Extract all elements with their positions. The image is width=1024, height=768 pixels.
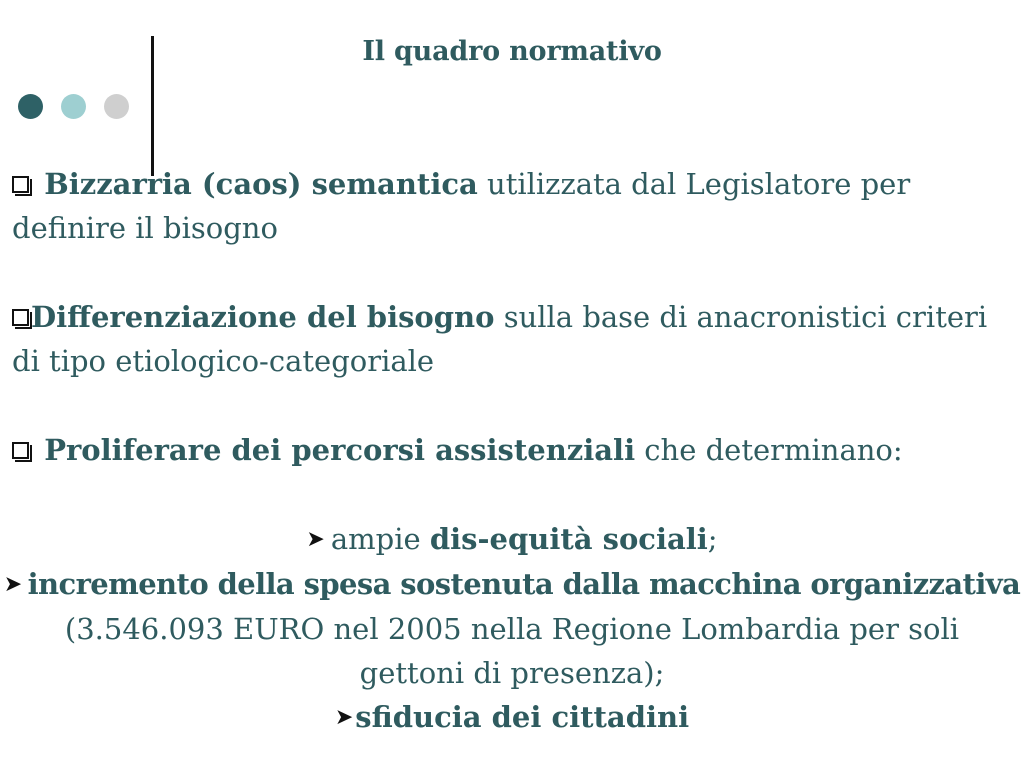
paragraph-3-text: che determinano:	[635, 433, 903, 467]
consequence-3-bold: sfiducia dei cittadini	[355, 700, 690, 734]
decorative-dot-grey	[104, 94, 129, 119]
arrowhead-bullet-icon: ➤	[3, 572, 22, 597]
consequence-item-3	[0, 695, 1024, 740]
consequence-1-prefix: ampie	[330, 522, 430, 556]
consequence-2-bold: incremento della spesa sostenuta dalla macchina organizzativa	[27, 567, 1021, 601]
paragraph-2-bold: Differenziazione del bisogno	[31, 300, 495, 334]
consequence-item-2	[0, 562, 1024, 607]
paragraph-3-bold: Proliferare dei percorsi assistenziali	[44, 433, 636, 467]
arrowhead-bullet-icon: ➤	[306, 527, 325, 552]
consequence-2-detail-line-1: (3.546.093 EURO nel 2005 nella Regione Lombardia per soli	[64, 612, 960, 646]
consequence-1-bold: dis-equità sociali	[429, 522, 708, 556]
square-checkbox-icon	[12, 176, 29, 193]
consequence-item-1	[0, 517, 1024, 562]
consequence-1-suffix: ;	[707, 522, 718, 556]
decorative-dot-light	[61, 94, 86, 119]
bullet-paragraph-2	[12, 295, 1012, 383]
consequences-list	[0, 517, 1024, 740]
slide-title: Il quadro normativo	[362, 36, 662, 67]
bullet-paragraph-3	[12, 428, 1012, 472]
decorative-dot-dark	[18, 94, 43, 119]
vertical-divider	[151, 36, 154, 176]
bullet-paragraph-1	[12, 162, 1012, 250]
paragraph-2-text: sulla base di anacronistici criteri di tipo etiologico-categoriale	[12, 300, 988, 378]
square-checkbox-icon	[12, 309, 29, 326]
square-checkbox-icon	[12, 442, 29, 459]
arrowhead-bullet-icon: ➤	[334, 705, 354, 730]
paragraph-1-text: utilizzata dal Legislatore per definire il bisogno	[12, 167, 911, 245]
consequence-2-detail-line-2: gettoni di presenza);	[359, 656, 665, 690]
paragraph-1-bold: Bizzarria (caos) semantica	[44, 167, 478, 201]
